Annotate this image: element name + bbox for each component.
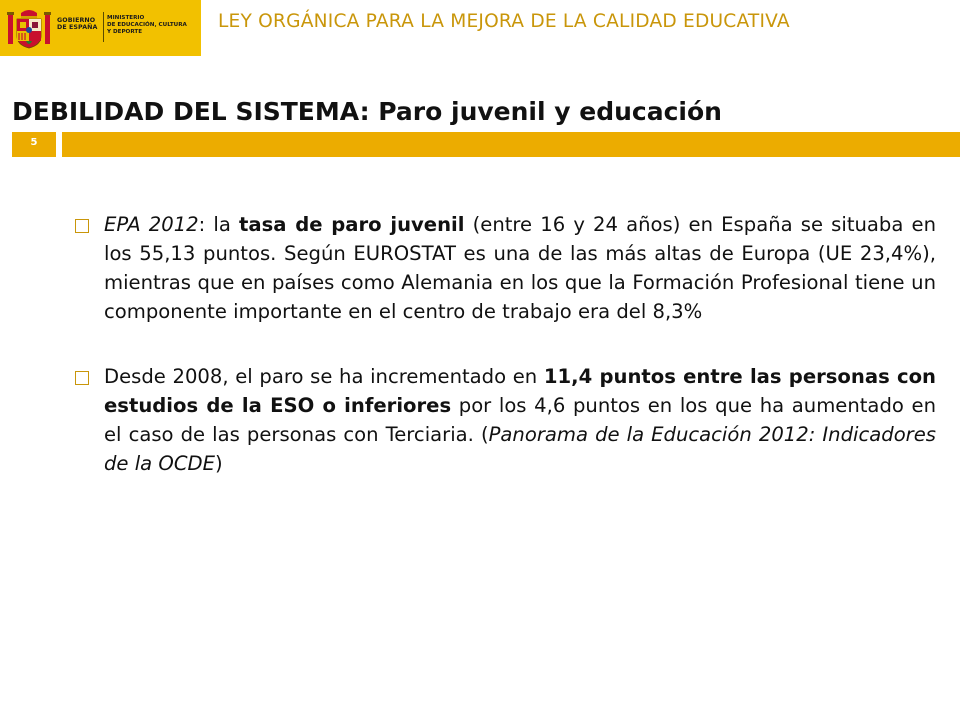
logo-divider	[103, 12, 104, 42]
bullet-item	[74, 362, 936, 478]
bullet-item	[74, 210, 936, 326]
square-bullet-icon	[75, 371, 89, 385]
gobierno-text: GOBIERNO DE ESPAÑA	[57, 17, 98, 32]
bullet-text: Desde 2008, el paro se ha incrementado en 11,4 puntos entre las personas con estudios de la ESO o inferiores por los 4,6 puntos en los que ha aumentado en el caso de las personas con Terciaria. (Panorama de la Educación 2012: Indicadores de la OCDE)	[104, 365, 937, 475]
coat-of-arms-icon	[7, 8, 51, 50]
slide-number: 5	[30, 137, 38, 148]
government-logo	[0, 0, 201, 56]
ministerio-text: MINISTERIO DE EDUCACIÓN, CULTURA Y DEPORTE	[107, 15, 187, 35]
bullet-text: EPA 2012: la tasa de paro juvenil (entre 16 y 24 años) en España se situaba en los 55,13 puntos. Según EUROSTAT es una de las más altas de Europa (UE 23,4%), mientras que en países como Alemania en los que la Formación Profesional tiene un componente importante en el centro de trabajo era del 8,3%	[104, 213, 936, 323]
title-accent-bar	[62, 132, 960, 157]
bullet-list	[74, 210, 936, 514]
slide-number-badge	[12, 132, 56, 157]
header-title: LEY ORGÁNICA PARA LA MEJORA DE LA CALIDAD EDUCATIVA	[218, 11, 790, 32]
slide-title: DEBILIDAD DEL SISTEMA: Paro juvenil y educación	[12, 97, 722, 126]
square-bullet-icon	[75, 219, 89, 233]
